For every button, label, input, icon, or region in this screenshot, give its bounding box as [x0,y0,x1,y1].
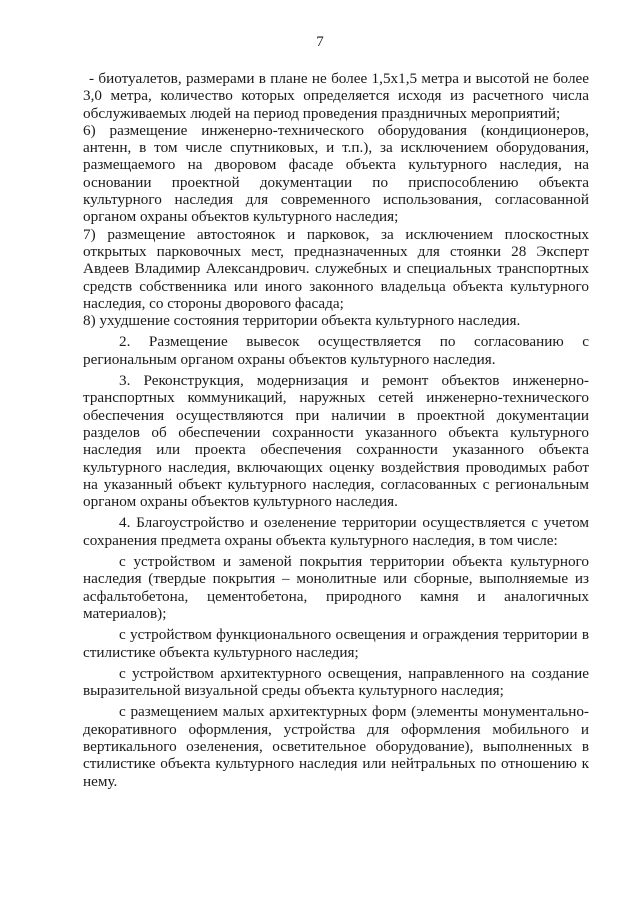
paragraph-item-6: 6) размещение инженерно-технического оборудования (кондиционеров, антенн, в том числе спутниковых, и т.п.), за исключением оборудования, размещаемого на дворовом фасаде объекта культурного наследия, на основании проектной документации по приспособлению объекта культурного наследия для современного использования, согласованной органом охраны объектов культурного наследия; [83,121,589,226]
paragraph-functional-lighting: с устройством функционального освещения и ограждения территории в стилистике объекта культурного наследия; [83,626,589,661]
paragraph-biotoilets: - биотуалетов, размерами в плане не более 1,5х1,5 метра и высотой не более 3,0 метра, количество которых определяется исходя из расчетного числа обслуживаемых людей на период проведения праздничных мероприятий; [83,70,589,122]
paragraph-section-3: 3. Реконструкция, модернизация и ремонт объектов инженерно-транспортных коммуникаций, наружных сетей инженерно-технического обеспечения осуществляются при наличии в проектной документации разделов об обеспечении сохранности указанного объекта культурного наследия или проекта обеспечения сохранности указанного объекта культурного наследия, включающих оценку воздействия проводимых работ на указанный объект культурного наследия, согласованных с региональным органом охраны объектов культурного наследия. [83,372,589,511]
paragraph-architectural-lighting: с устройством архитектурного освещения, направленного на создание выразительной визуальной среды объекта культурного наследия; [83,664,589,700]
page-number: 7 [316,34,324,50]
paragraph-section-4: 4. Благоустройство и озеленение территории осуществляется с учетом сохранения предмета охраны объекта культурного наследия, в том числе: [83,514,589,549]
paragraph-item-7: 7) размещение автостоянок и парковок, за исключением плоскостных открытых парковочных мест, предназначенных для стоянки 28 Эксперт Авдеев Владимир Александрович. служебных и специальных транспортных средств собственника или иного законного владельца объекта культурного наследия, со стороны дворового фасада; [83,225,589,312]
paragraph-item-8: 8) ухудшение состояния территории объекта культурного наследия. [83,312,521,330]
paragraph-section-2: 2. Размещение вывесок осуществляется по согласованию с региональным органом охраны объектов культурного наследия. [83,333,589,368]
paragraph-paving: с устройством и заменой покрытия территории объекта культурного наследия (твердые покрытия – монолитные или сборные, выполняемые из асфальтобетона, цементобетона, природного камня и аналогичных материалов); [83,553,589,622]
paragraph-small-forms: с размещением малых архитектурных форм (элементы монументально-декоративного оформления, устройства для оформления мобильного и вертикального озеленения, осветительное оборудование), выполненных в стилистике объекта культурного наследия или нейтральных по отношению к нему. [83,703,589,790]
document-body [83,70,589,790]
